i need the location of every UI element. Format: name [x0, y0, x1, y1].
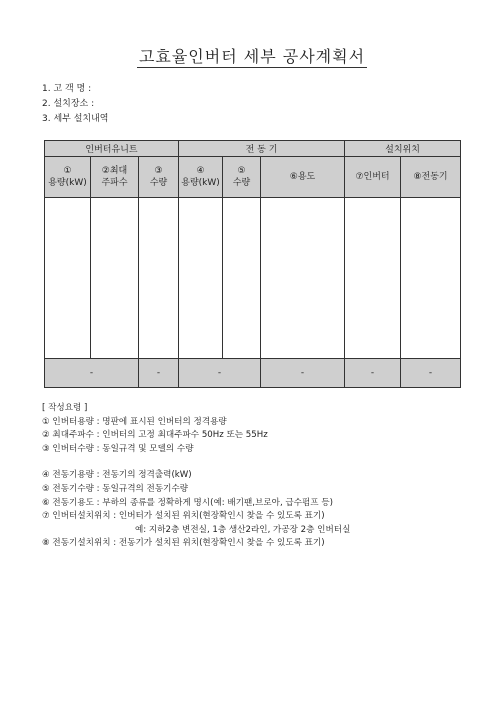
- cell-motor-location[interactable]: [401, 198, 461, 359]
- document-title: 고효율인버터 세부 공사계획서: [138, 47, 366, 66]
- guide-item: ③ 인버터수량 : 동일규격 및 모델의 수량: [42, 443, 194, 454]
- group-header-row: [45, 141, 461, 157]
- group-motor: 전 동 기: [179, 141, 345, 157]
- installation-table: [44, 140, 461, 388]
- group-install-location: 설치위치: [345, 141, 461, 157]
- cell-motor-capacity[interactable]: [179, 198, 223, 359]
- guide-item: ⑥ 전동기용도 : 부하의 종류를 정확하게 명시(예: 배기팬,브로아, 급수펌프 등): [42, 497, 333, 508]
- total-cell: -: [179, 359, 261, 388]
- col-motor-quantity: ⑤ 수량: [223, 157, 261, 198]
- install-details-heading: 3. 세부 설치내역: [42, 114, 109, 124]
- cell-inverter-capacity[interactable]: [45, 198, 91, 359]
- total-row: [45, 359, 461, 388]
- customer-name-field: 1. 고 객 명 :: [42, 84, 92, 94]
- guide-item: ⑦ 인버터설치위치 : 인버터가 설치된 위치(현장확인시 찾을 수 있도록 표기): [42, 511, 325, 522]
- guide-item: ⑧ 전동기설치위치 : 전동기가 설치된 위치(현장확인시 찾을 수 있도록 표기): [42, 538, 325, 549]
- cell-motor-quantity[interactable]: [223, 198, 261, 359]
- guide-spacer: [42, 456, 350, 469]
- col-inverter-location: ⑦인버터: [345, 157, 401, 198]
- group-inverter-unit: 인버터유니트: [45, 141, 179, 157]
- guide-item: ⑤ 전동기수량 : 동일규격의 전동기수량: [42, 483, 189, 494]
- total-cell: -: [401, 359, 461, 388]
- guide-heading: [ 작성요령 ]: [42, 403, 88, 413]
- cell-max-frequency[interactable]: [91, 198, 139, 359]
- total-cell: -: [45, 359, 139, 388]
- total-cell: -: [139, 359, 179, 388]
- cell-inverter-location[interactable]: [345, 198, 401, 359]
- cell-usage[interactable]: [261, 198, 345, 359]
- column-header-row: [45, 157, 461, 198]
- col-inverter-capacity: ① 용량(kW): [45, 157, 91, 198]
- col-motor-capacity: ④ 용량(kW): [179, 157, 223, 198]
- cell-inverter-quantity[interactable]: [139, 198, 179, 359]
- guide-item: ② 최대주파수 : 인버터의 고정 최대주파수 50Hz 또는 55Hz: [42, 430, 268, 441]
- writing-guide: [42, 402, 350, 551]
- total-cell: -: [261, 359, 345, 388]
- info-fields: [42, 82, 108, 127]
- guide-item: ④ 전동기용량 : 전동기의 정격출력(kW): [42, 470, 192, 481]
- data-entry-row: [45, 198, 461, 359]
- guide-item: ① 인버터용량 : 명판에 표시된 인버터의 정격용량: [42, 416, 227, 427]
- col-motor-location: ⑧전동기: [401, 157, 461, 198]
- col-inverter-quantity: ③ 수량: [139, 157, 179, 198]
- install-location-field: 2. 설치장소 :: [42, 99, 95, 109]
- total-cell: -: [345, 359, 401, 388]
- col-usage: ⑥용도: [261, 157, 345, 198]
- guide-example: 예: 지하2층 변전실, 1층 생산2라인, 가공장 2층 인버터실: [135, 524, 351, 535]
- col-max-frequency: ②최대 주파수: [91, 157, 139, 198]
